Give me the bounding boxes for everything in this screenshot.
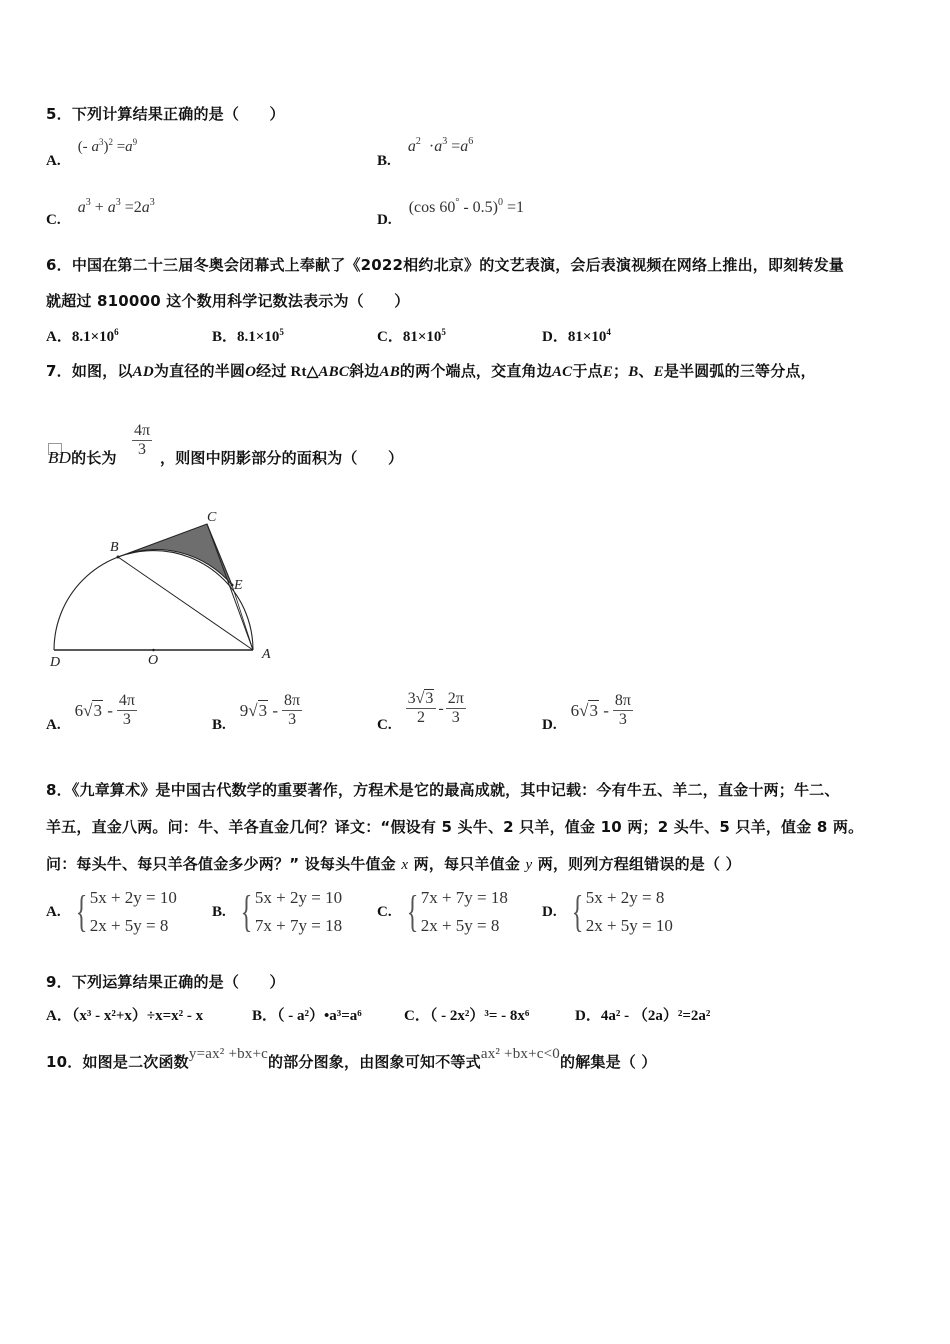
q6-option-d: D．$81\times 10^4$: [542, 327, 611, 345]
question-8-stem-line2: 羊五，直金八两。问：牛、羊各直金几何？译文：“假设有 5 头牛、2 只羊，值金 10 两；2 头牛、5 只羊，值金 8 两。: [46, 818, 864, 836]
q5-option-a: A. (- $a^3)^2 =a^9$: [46, 137, 138, 169]
q7-option-d: D. 6√3 - $\frac{8\pi}{3}$: [542, 692, 631, 734]
q7-arc-length-fraction: $\frac{4\pi}{3}$: [134, 422, 151, 459]
q5-option-b: B. $a^2 \cdot a^3 =a^6$: [377, 135, 474, 169]
q6-option-c: C．$81\times 10^5$: [377, 327, 446, 345]
brace-icon: {: [75, 887, 87, 936]
q5-option-c-expr: $a^3 + a^3 =2a^3$: [77, 196, 155, 216]
q9-option-b: B．（ - a²）•a³=a⁶: [252, 1008, 362, 1024]
point-label-o: O: [148, 653, 159, 668]
point-label-d: D: [50, 655, 61, 670]
brace-icon: {: [406, 887, 418, 936]
point-label-e: E: [234, 578, 243, 593]
q7-option-c: C. $\frac{3√3}{2}$ - $\frac{2\pi}{3}$: [377, 690, 464, 734]
q7-geometry-figure: [40, 500, 290, 675]
point-label-a: A: [262, 647, 271, 662]
q9-option-d: D．4a² - （2a）²=2a²: [575, 1008, 711, 1024]
question-6-stem-line1: 6．中国在第二十三届冬奥会闭幕式上奉献了《2022相约北京》的文艺表演，会后表演视频在网络上推出，即刻转发量: [46, 256, 844, 274]
q5-option-d: D. (cos 60° - 0.5)$^0$ =1: [377, 196, 525, 228]
point-label-c: C: [207, 510, 217, 525]
q5-option-a-expr: (- $a^3)^2 =a^9$: [77, 137, 138, 155]
question-9-stem: 9．下列运算结果正确的是（ ）: [46, 973, 285, 991]
q10-inequality-expr: ax² +bx+c<0: [480, 1046, 560, 1062]
q5-option-c: C. $a^3 + a^3 =2a^3$: [46, 196, 155, 228]
question-7-stem-line2: BD的长为: [48, 448, 117, 467]
q8-option-a: A. { 5x + 2y = 10 2x + 5y = 8: [46, 887, 177, 936]
q7-option-a: A. 6√3 - $\frac{4\pi}{3}$: [46, 692, 135, 734]
q8-option-d: D. { 5x + 2y = 8 2x + 5y = 10: [542, 887, 673, 936]
q9-option-a: A．（x³ - x²+x）÷x=x² - x: [46, 1008, 204, 1024]
brace-icon: {: [240, 887, 253, 936]
question-6-stem-line2: 就超过 810000 这个数用科学记数法表示为（ ）: [46, 292, 410, 310]
q8-option-c: C. { 7x + 7y = 18 2x + 5y = 8: [377, 887, 508, 936]
question-8-stem-line1: 8．《九章算术》是中国古代数学的重要著作，方程术是它的最高成就，其中记载：今有牛五、羊二，直金十两；牛二、: [46, 781, 840, 799]
q9-option-c: C．（ - 2x²）³= - 8x⁶: [404, 1008, 530, 1024]
question-8-stem-line3: 问：每头牛、每只羊各值金多少两？” 设每头牛值金 x 两，每只羊值金 y 两，则列方程组错误的是（ ）: [46, 855, 741, 873]
point-label-b: B: [110, 540, 119, 555]
question-5-stem: 5．下列计算结果正确的是（ ）: [46, 105, 285, 123]
brace-icon: {: [571, 887, 583, 936]
question-10-stem: 10．如图是二次函数y=ax² +bx+c的部分图象，由图象可知不等式ax² +bx+c<0的解集是（ ）: [46, 1046, 657, 1071]
question-7-stem-line2-b: ，则图中阴影部分的面积为（ ）: [160, 449, 404, 467]
q5-option-b-expr: $a^2 \cdot a^3 =a^6$: [407, 135, 474, 155]
q7-option-b: B. 9√3 - $\frac{8\pi}{3}$: [212, 692, 301, 734]
q6-option-a: A．$8.1\times 10^6$: [46, 327, 119, 345]
q8-option-b: B. { 5x + 2y = 10 7x + 7y = 18: [212, 887, 343, 936]
question-7-stem-line1: 7．如图，以AD为直径的半圆O经过 Rt△ABC斜边AB的两个端点，交直角边AC于点E；B、E是半圆弧的三等分点，: [46, 362, 816, 380]
q5-option-d-expr: (cos 60° - 0.5)$^0$ =1: [408, 196, 525, 216]
q6-option-b: B．$8.1\times 10^5$: [212, 327, 284, 345]
q10-function-expr: y=ax² +bx+c: [188, 1046, 269, 1062]
